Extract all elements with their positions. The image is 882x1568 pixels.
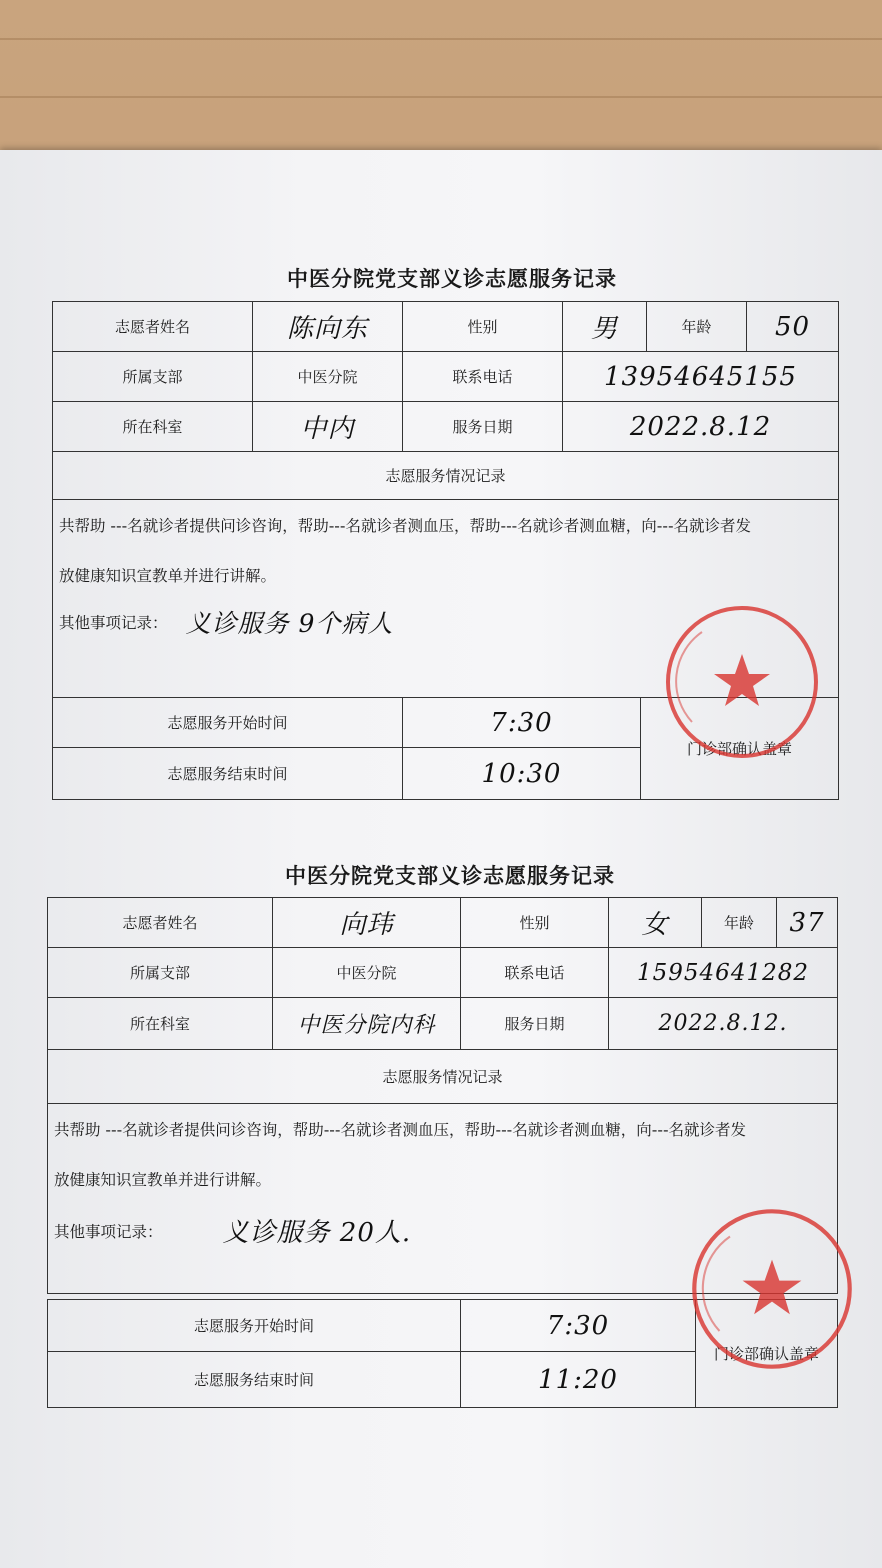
value-service-date: 2022.8.12 (563, 402, 839, 452)
hospital-seal-stamp (688, 1205, 856, 1373)
value-other-notes: 义诊服务 20人. (222, 1218, 412, 1248)
label-service-date: 服务日期 (403, 402, 563, 452)
label-volunteer-name: 志愿者姓名 (48, 898, 273, 948)
form-title: 中医分院党支部义诊志愿服务记录 (285, 864, 615, 888)
label-gender: 性别 (403, 302, 563, 352)
value-start-time: 7:30 (461, 1300, 696, 1352)
description-line-2: 放健康知识宣教单并进行讲解。 (54, 1171, 272, 1189)
value-volunteer-name: 陈向东 (253, 302, 403, 352)
label-phone: 联系电话 (461, 948, 609, 998)
confirm-stamp-cell: 门诊部确认盖章 (641, 698, 839, 800)
label-department: 所在科室 (48, 998, 273, 1050)
label-other-notes: 其他事项记录： (59, 614, 168, 632)
value-age: 50 (747, 302, 839, 352)
label-branch: 所属支部 (53, 352, 253, 402)
value-volunteer-name: 向玮 (273, 898, 461, 948)
label-end-time: 志愿服务结束时间 (53, 748, 403, 800)
value-end-time: 11:20 (461, 1352, 696, 1408)
value-branch: 中医分院 (273, 948, 461, 998)
value-end-time: 10:30 (403, 748, 641, 800)
label-branch: 所属支部 (48, 948, 273, 998)
description-line-1: 共帮助 ---名就诊者提供问诊咨询，帮助---名就诊者测血压，帮助---名就诊者测血糖，向---名就诊者发 (59, 517, 752, 535)
label-service-date: 服务日期 (461, 998, 609, 1050)
label-age: 年龄 (647, 302, 747, 352)
value-other-notes: 义诊服务 9个病人 (185, 609, 394, 638)
value-phone: 13954645155 (563, 352, 839, 402)
value-phone: 15954641282 (609, 948, 838, 998)
section-header: 志愿服务情况记录 (48, 1050, 838, 1104)
value-start-time: 7:30 (403, 698, 641, 748)
value-service-date: 2022.8.12. (609, 998, 838, 1050)
label-gender: 性别 (461, 898, 609, 948)
label-end-time: 志愿服务结束时间 (48, 1352, 461, 1408)
label-other-notes: 其他事项记录： (54, 1222, 163, 1241)
description-line-2: 放健康知识宣教单并进行讲解。 (59, 567, 277, 585)
description-line-1: 共帮助 ---名就诊者提供问诊咨询，帮助---名就诊者测血压，帮助---名就诊者测血糖，向---名就诊者发 (54, 1121, 747, 1139)
label-phone: 联系电话 (403, 352, 563, 402)
label-age: 年龄 (702, 898, 777, 948)
label-start-time: 志愿服务开始时间 (48, 1300, 461, 1352)
value-branch: 中医分院 (253, 352, 403, 402)
form-title: 中医分院党支部义诊志愿服务记录 (287, 267, 617, 291)
value-gender: 女 (609, 898, 702, 948)
label-start-time: 志愿服务开始时间 (53, 698, 403, 748)
value-department: 中内 (253, 402, 403, 452)
value-age: 37 (777, 898, 838, 948)
label-department: 所在科室 (53, 402, 253, 452)
confirm-stamp-cell: 门诊部确认盖章 (696, 1300, 838, 1408)
value-gender: 男 (563, 302, 647, 352)
value-department: 中医分院内科 (273, 998, 461, 1050)
hospital-seal-stamp (662, 602, 822, 762)
label-volunteer-name: 志愿者姓名 (53, 302, 253, 352)
section-header: 志愿服务情况记录 (53, 452, 839, 500)
